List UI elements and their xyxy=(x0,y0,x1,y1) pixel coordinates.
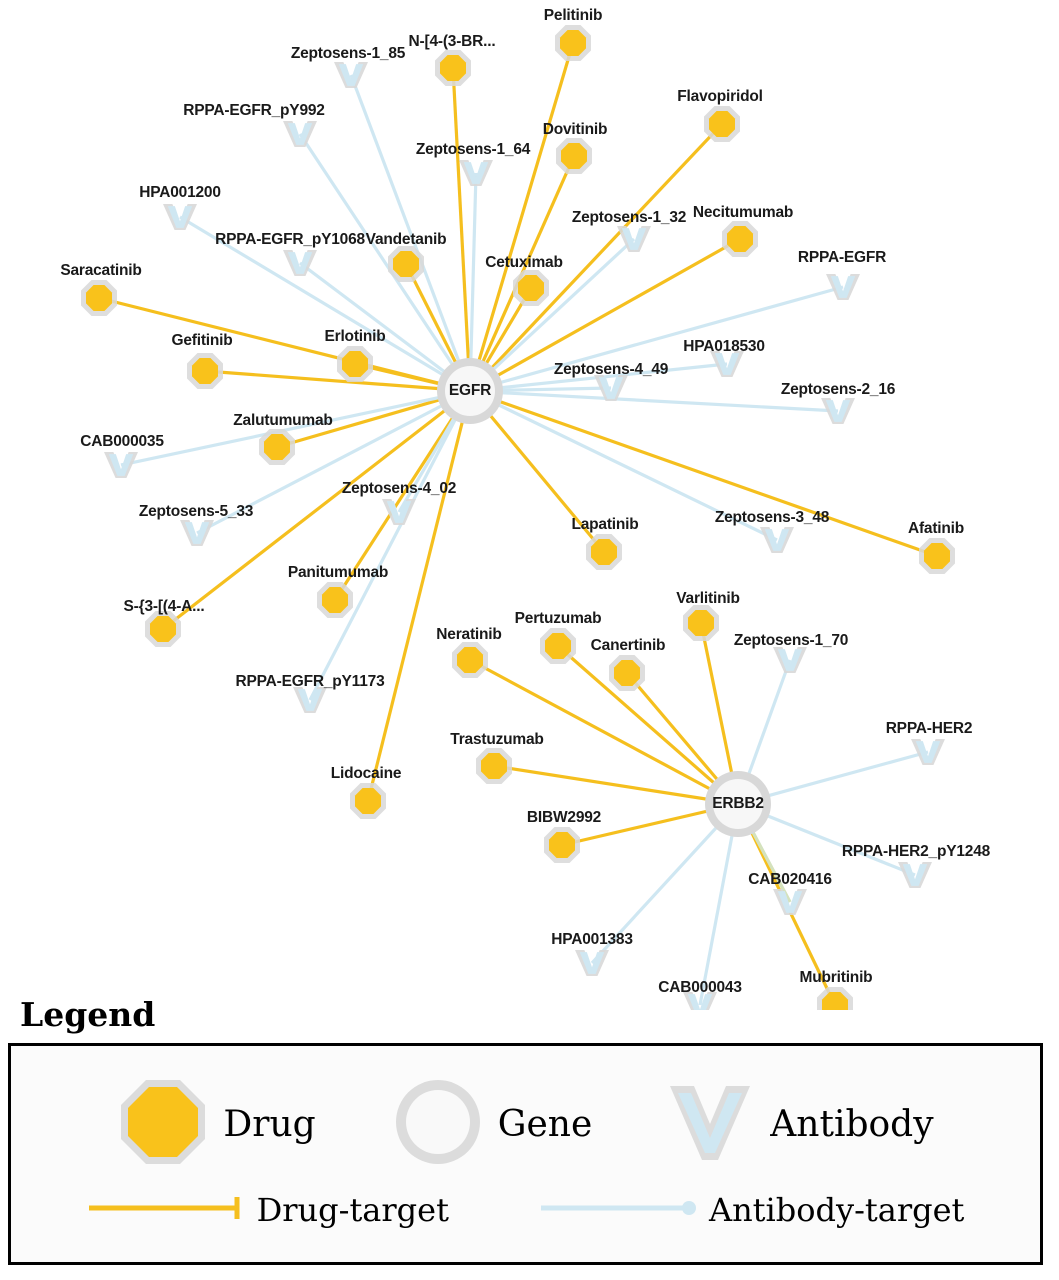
drug-label: Lapatinib xyxy=(571,516,639,533)
antibody-label: CAB000043 xyxy=(658,979,742,996)
drug-label: Necitumumab xyxy=(692,204,794,221)
drug-label: Erlotinib xyxy=(324,328,386,345)
drug-label: Canertinib xyxy=(590,637,666,654)
drug-label: Trastuzumab xyxy=(450,731,544,748)
legend-item-gene xyxy=(392,1076,593,1173)
legend-item-antibody-target xyxy=(539,1191,964,1229)
antibody-label: RPPA-HER2_pY1248 xyxy=(841,843,991,860)
drug-label: Pelitinib xyxy=(543,7,603,24)
edge-drug-target xyxy=(453,68,470,391)
drug-label: Flavopiridol xyxy=(677,88,763,105)
legend-label-antibody-target: Antibody-target xyxy=(708,1191,965,1229)
legend-shape-row xyxy=(11,1076,1040,1173)
antibody-label: CAB020416 xyxy=(748,871,832,888)
drug-node[interactable] xyxy=(586,534,622,570)
antibody-label: Zeptosens-1_70 xyxy=(733,632,849,649)
dot-end-line-icon xyxy=(539,1194,699,1227)
drug-node[interactable] xyxy=(722,221,758,257)
drug-node[interactable] xyxy=(337,346,373,382)
drug-label: Varlitinib xyxy=(676,590,740,607)
drug-label: Mubritinib xyxy=(799,969,873,986)
circle-icon xyxy=(392,1076,484,1173)
antibody-label: Zeptosens-1_32 xyxy=(571,209,687,226)
antibody-label: RPPA-HER2 xyxy=(885,720,973,737)
drug-node[interactable] xyxy=(350,783,386,819)
bar-end-line-icon xyxy=(87,1194,247,1227)
legend-title: Legend xyxy=(20,995,156,1034)
drug-label: Vandetanib xyxy=(365,231,447,248)
drug-node[interactable] xyxy=(435,50,471,86)
drug-node[interactable] xyxy=(476,748,512,784)
drug-label: Zalutumumab xyxy=(233,412,333,429)
antibody-label: HPA018530 xyxy=(683,338,765,355)
drug-label: Neratinib xyxy=(436,626,502,643)
drug-label: Panitumumab xyxy=(287,564,389,581)
legend-label-drug-target: Drug-target xyxy=(256,1191,449,1229)
drug-label: Pertuzumab xyxy=(514,610,602,627)
drug-label: Saracatinib xyxy=(60,262,142,279)
antibody-label: Zeptosens-4_02 xyxy=(341,480,457,497)
edge-antibody-target xyxy=(310,391,470,700)
drug-label: Lidocaine xyxy=(330,765,402,782)
drug-node[interactable] xyxy=(683,605,719,641)
legend-label-drug: Drug xyxy=(223,1104,316,1145)
gene-label-egfr: EGFR xyxy=(448,382,492,399)
antibody-label: HPA001383 xyxy=(551,931,633,948)
drug-label: N-[4-(3-BR... xyxy=(408,33,496,50)
drug-label: Gefitinib xyxy=(171,332,233,349)
drug-node[interactable] xyxy=(609,655,645,691)
drug-label: BIBW2992 xyxy=(526,809,602,826)
antibody-label: RPPA-EGFR_pY992 xyxy=(183,102,325,119)
antibody-label: RPPA-EGFR_pY1173 xyxy=(235,673,385,690)
legend-item-drug xyxy=(117,1076,315,1173)
octagon-icon xyxy=(117,1076,209,1173)
drug-node[interactable] xyxy=(145,611,181,647)
antibody-label: Zeptosens-4_49 xyxy=(553,361,669,378)
antibody-label: Zeptosens-1_64 xyxy=(415,141,531,158)
antibody-label: Zeptosens-3_48 xyxy=(714,509,830,526)
drug-node[interactable] xyxy=(388,246,424,282)
drug-label: Cetuximab xyxy=(485,254,563,271)
antibody-label: RPPA-EGFR_pY1068 xyxy=(215,231,365,248)
antibody-label: Zeptosens-1_85 xyxy=(290,45,406,62)
legend-label-gene: Gene xyxy=(497,1104,593,1145)
drug-node[interactable] xyxy=(556,138,592,174)
drug-node[interactable] xyxy=(81,280,117,316)
gene-label-erbb2: ERBB2 xyxy=(712,795,764,812)
drug-label: Dovitinib xyxy=(542,121,608,138)
legend-item-antibody xyxy=(664,1076,933,1173)
legend-box xyxy=(8,1043,1043,1265)
drug-label: Afatinib xyxy=(907,520,965,537)
drug-node[interactable] xyxy=(919,538,955,574)
legend-label-antibody: Antibody xyxy=(770,1104,934,1145)
antibody-label: Zeptosens-2_16 xyxy=(780,381,896,398)
legend-edge-row xyxy=(11,1191,1040,1229)
drug-node[interactable] xyxy=(555,25,591,61)
antibody-label: Zeptosens-5_33 xyxy=(138,503,254,520)
drug-label: S-{3-[(4-A... xyxy=(123,598,205,615)
edge-antibody-target xyxy=(300,134,470,391)
drug-node[interactable] xyxy=(817,987,853,1010)
legend-item-drug-target xyxy=(87,1191,449,1229)
antibody-label: RPPA-EGFR xyxy=(797,249,887,266)
v-shape-icon xyxy=(664,1076,756,1173)
antibody-label: CAB000035 xyxy=(80,433,164,450)
drug-node[interactable] xyxy=(259,429,295,465)
antibody-label: HPA001200 xyxy=(139,184,221,201)
drug-node[interactable] xyxy=(540,628,576,664)
drug-node[interactable] xyxy=(513,270,549,306)
edge-drug-target xyxy=(470,43,573,391)
drug-node[interactable] xyxy=(452,642,488,678)
drug-node[interactable] xyxy=(704,106,740,142)
drug-node[interactable] xyxy=(187,353,223,389)
drug-node[interactable] xyxy=(317,582,353,618)
drug-node[interactable] xyxy=(544,827,580,863)
